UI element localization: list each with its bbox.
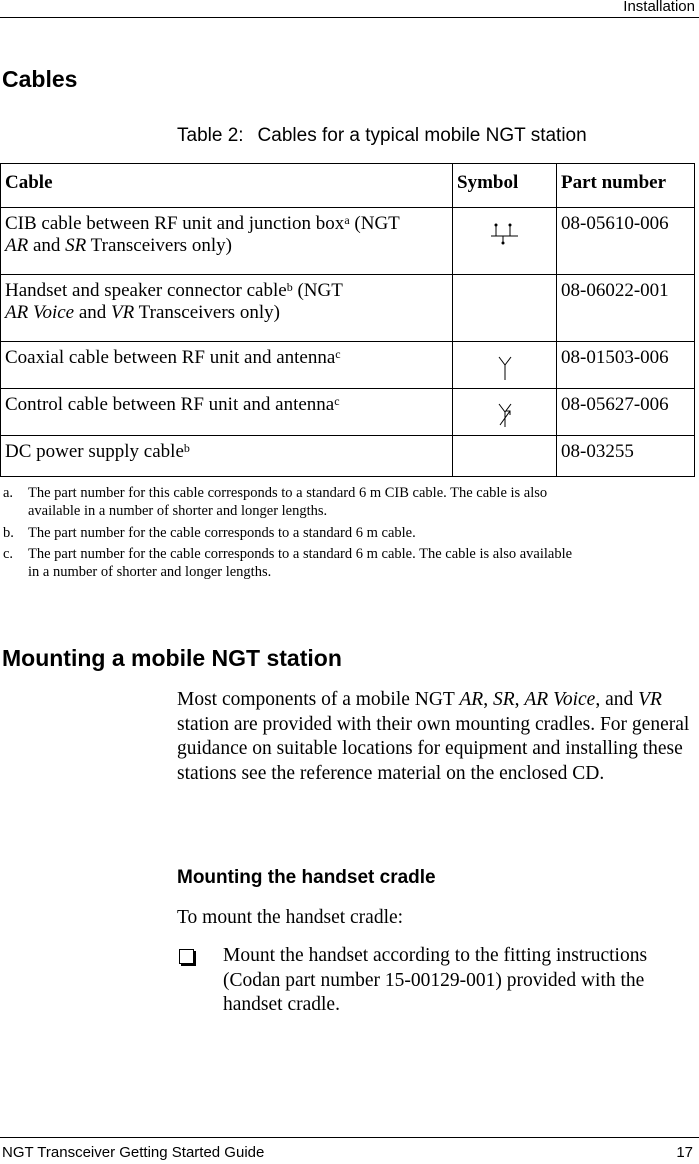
table-row	[1, 342, 695, 389]
table-row	[1, 436, 695, 477]
footnote-ref: c	[334, 394, 340, 408]
footnote-a: a. The part number for this cable corresponds to a standard 6 m CIB cable. The cable is also available in a number of shorter and longer lengths.	[3, 485, 548, 519]
cable-description: Handset and speaker connector cable$^b$ (NGT AR Voice and VR Transceivers only)	[1, 275, 453, 342]
table-caption-number: Table 2:	[177, 125, 244, 146]
subsection-heading-handset-cradle: Mounting the handset cradle	[177, 867, 436, 888]
footnote-ref: a	[344, 213, 350, 227]
symbol-cell	[453, 436, 557, 477]
cables-table	[0, 163, 695, 477]
footnote-ref: c	[335, 347, 341, 361]
cib-cable-symbol-icon	[488, 221, 522, 247]
column-header-symbol: Symbol	[453, 164, 557, 208]
symbol-cell	[453, 342, 557, 389]
part-number: 08-06022-001	[557, 275, 695, 342]
table-row	[1, 389, 695, 436]
footnote-ref: b	[286, 280, 293, 294]
table-row	[1, 208, 695, 275]
antenna-icon	[495, 355, 515, 381]
section-heading-cables: Cables	[2, 66, 78, 92]
running-header: Installation	[623, 0, 695, 15]
cable-description: CIB cable between RF unit and junction box$^a$ (NGT AR and SR Transceivers only)	[1, 208, 453, 275]
footnote-c: c. The part number for the cable corresponds to a standard 6 m cable. The cable is also available in a number of shorter and longer lengths.	[3, 546, 573, 580]
table-row	[1, 275, 695, 342]
handset-intro: To mount the handset cradle:	[177, 907, 404, 928]
footnote-b: b. The part number for the cable corresponds to a standard 6 m cable.	[3, 525, 416, 541]
section-heading-mounting: Mounting a mobile NGT station	[2, 645, 342, 671]
table-header-row	[1, 164, 695, 208]
footnote-ref: b	[183, 441, 190, 455]
mounting-paragraph: Most components of a mobile NGT AR, SR, AR Voice, and VR station are provided with their own mounting cradles. For general guidance on suitable locations for equipment and installing these stations see the reference material on the enclosed CD.	[177, 689, 690, 784]
column-header-cable: Cable	[1, 164, 453, 208]
part-number: 08-05627-006	[557, 389, 695, 436]
checkbox-icon	[179, 949, 194, 964]
table-caption	[177, 125, 587, 147]
page-number: 17	[676, 1144, 693, 1161]
symbol-cell	[453, 389, 557, 436]
step-text: Mount the handset according to the fitting instructions (Codan part number 15-00129-001) provided with the handset cradle.	[223, 945, 648, 1015]
footer-rule	[0, 1137, 699, 1138]
tuned-antenna-icon	[495, 402, 515, 428]
header-rule	[0, 17, 699, 18]
part-number: 08-03255	[557, 436, 695, 477]
part-number: 08-01503-006	[557, 342, 695, 389]
cable-description: Control cable between RF unit and antenna$^c$	[1, 389, 453, 436]
table-caption-text: Cables for a typical mobile NGT station	[257, 125, 587, 146]
cable-description: Coaxial cable between RF unit and antenna$^c$	[1, 342, 453, 389]
cable-description: DC power supply cable$^b$	[1, 436, 453, 477]
symbol-cell	[453, 208, 557, 275]
column-header-part-number: Part number	[557, 164, 695, 208]
part-number: 08-05610-006	[557, 208, 695, 275]
footer-guide-title: NGT Transceiver Getting Started Guide	[2, 1144, 265, 1161]
symbol-cell	[453, 275, 557, 342]
step-item	[177, 944, 697, 1018]
